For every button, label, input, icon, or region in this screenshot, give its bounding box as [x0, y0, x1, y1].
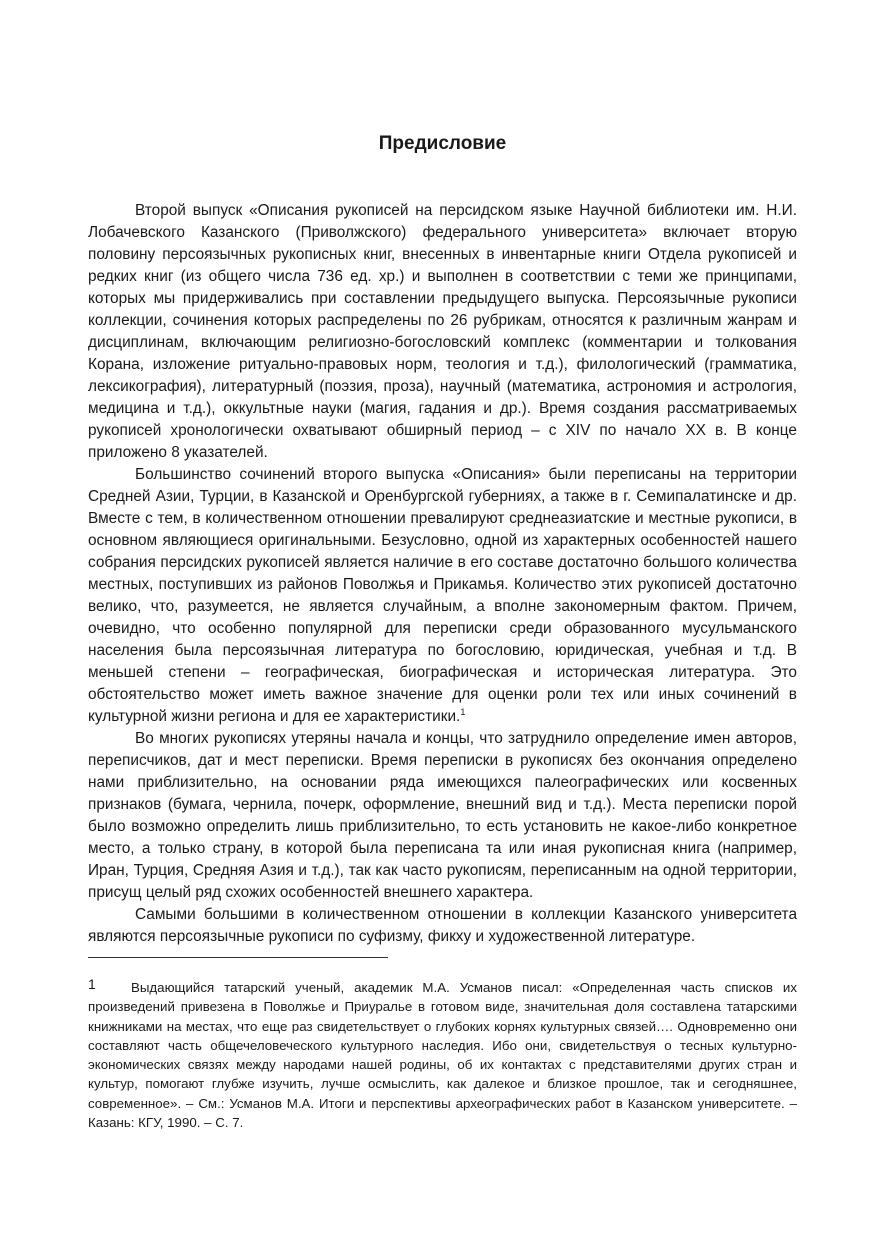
paragraph-2-text: Большинство сочинений второго выпуска «Описания» были переписаны на территории Средней Азии, Турции, в Казанской и Оренбургской губерниях, а также в г. Семипалатинске и др. Вместе с тем, в количественном отношении превалируют среднеазиатские и местные рукописи, в основном являющиеся оригинальными. Безусловно, одной из характерных особенностей нашего собрания персидских рукописей является наличие в его составе достаточно большого количества местных, поступивших из районов Поволжья и Прикамья. Количество этих рукописей достаточно велико, что, разумеется, не является случайным, а вполне закономерным фактом. Причем, очевидно, что особенно популярной для переписки среди образованного мусульманского населения была персоязычная литература по богословию, юридическая, учебная и т.д. В меньшей степени – географическая, биографическая и историческая литература. Это обстоятельство может иметь важное значение для оценки роли тех или иных сочинений в культурной жизни региона и для ее характеристики.	[88, 466, 797, 725]
footnote	[88, 975, 797, 1132]
page-title: Предисловие	[378, 133, 507, 154]
footnote-reference[interactable]: 1	[460, 706, 466, 717]
footnote-separator	[88, 957, 388, 958]
paragraph-3: Во многих рукописях утеряны начала и концы, что затруднило определение имен авторов, переписчиков, дат и мест переписки. Время переписки в рукописях без окончания определено нами приблизительно, на основании ряда имеющихся палеографических или косвенных признаков (бумага, чернила, почерк, оформление, внешний вид и т.д.). Места переписки порой было возможно определить лишь приблизительно, то есть установить не какое-либо конкретное место, а только страну, в которой была переписана та или иная рукописная книга (например, Иран, Турция, Средняя Азия и т.д.), так как часто рукописям, переписанным на одной территории, присущ целый ряд схожих особенностей внешнего характера.	[88, 730, 797, 901]
body-text	[88, 200, 797, 948]
paragraph-4: Самыми большими в количественном отношении в коллекции Казанского университета являются персоязычные рукописи по суфизму, фикху и художественной литературе.	[88, 906, 797, 945]
paragraph-1: Второй выпуск «Описания рукописей на персидском языке Научной библиотеки им. Н.И. Лобачевского Казанского (Приволжского) федерального университета» включает вторую половину персоязычных рукописных книг, внесенных в инвентарные книги Отдела рукописей и редких книг (из общего числа 736 ед. хр.) и выполнен в соответствии с теми же принципами, которых мы придерживались при составлении предыдущего выпуска. Персоязычные рукописи коллекции, сочинения которых распределены по 26 рубрикам, относятся к различным жанрам и дисциплинам, включающим религиозно-богословский комплекс (комментарии и толкования Корана, изложение ритуально-правовых норм, теология и т.д.), филологический (грамматика, лексикография), литературный (поэзия, проза), научный (математика, астрономия и астрология, медицина и т.д.), оккультные науки (магия, гадания и др.). Время создания рассматриваемых рукописей хронологически охватывают обширный период – с XIV по начало XX в. В конце приложено 8 указателей.	[88, 202, 797, 461]
footnote-number: 1	[88, 976, 96, 992]
footnote-text: Выдающийся татарский ученый, академик М.А. Усманов писал: «Определенная часть списков их произведений привезена в Поволжье и Приуралье в готовом виде, значительная доля составлена татарскими книжниками на местах, что еще раз свидетельствует о глубоких корнях культурных связей…. Одновременно они составляют часть общечеловеческого культурного наследия. Ибо они, свидетельствуя о тесных культурно-экономических связях между народами нашей родины, об их контактах с представителями других стран и культур, помогают глубже изучить, лучше осмыслить, как далекое и близкое прошлое, так и сегодняшнее, современное». – См.: Усманов М.А. Итоги и перспективы археографических работ в Казанском университете. – Казань: КГУ, 1990. – С. 7.	[88, 980, 797, 1131]
paragraph-2	[88, 464, 797, 728]
